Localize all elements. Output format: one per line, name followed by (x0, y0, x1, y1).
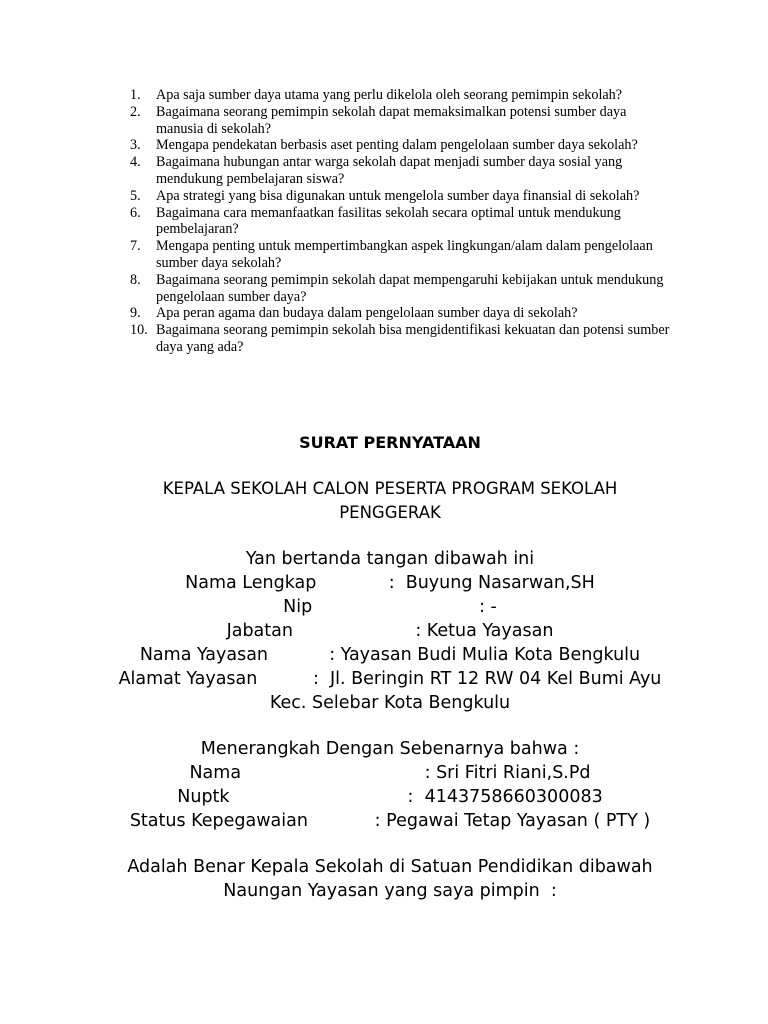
declares-text: Menerangkah Dengan Sebenarnya bahwa : (200, 739, 580, 759)
signer-block (110, 547, 670, 715)
foundation-address-row: Alamat Yayasan : Jl. Beringin RT 12 RW 04 Kel Bumi Ayu (118, 669, 662, 689)
list-item-number: 6. (130, 204, 141, 221)
list-item (130, 322, 670, 356)
list-item (130, 205, 670, 239)
closing-line: Adalah Benar Kepala Sekolah di Satuan Pendidikan dibawah (127, 857, 653, 877)
list-item-number: 7. (130, 238, 141, 255)
list-item (130, 188, 670, 205)
list-item-text: Mengapa pendekatan berbasis aset penting dalam pengelolaan sumber daya sekolah? (156, 137, 638, 154)
question-list (130, 87, 670, 356)
list-item-text: Apa saja sumber daya utama yang perlu dikelola oleh seorang pemimpin sekolah? (156, 87, 623, 103)
list-item (130, 272, 670, 306)
list-item (130, 104, 670, 138)
list-item-text: Bagaimana hubungan antar warga sekolah dapat menjadi sumber daya sosial yang mendukung pembelajaran siswa? (156, 154, 623, 187)
list-item-text: Bagaimana seorang pemimpin sekolah bisa mengidentifikasi kekuatan dan potensi sumber daya yang ada? (156, 322, 670, 355)
list-item-number: 8. (130, 271, 141, 288)
document-title: SURAT PERNYATAAN (299, 433, 481, 452)
list-item-text: Bagaimana cara memanfaatkan fasilitas sekolah secara optimal untuk mendukung pembelajaran? (156, 204, 621, 238)
subtitle-line: PENGGERAK (339, 503, 441, 522)
list-item (130, 154, 670, 188)
list-item-number: 10. (130, 322, 148, 339)
list-item-text: Apa peran agama dan budaya dalam pengelolaan sumber daya di sekolah? (156, 305, 578, 322)
signer-position-row: Jabatan : Ketua Yayasan (226, 621, 554, 641)
subtitle-line: KEPALA SEKOLAH CALON PESERTA PROGRAM SEKOLAH (162, 479, 618, 498)
subject-status-row: Status Kepegawaian : Pegawai Tetap Yayasan ( PTY ) (129, 811, 651, 831)
list-item-text: Apa strategi yang bisa digunakan untuk mengelola sumber daya finansial di sekolah? (156, 187, 640, 204)
statement-section (110, 431, 670, 903)
list-item-number: 9. (130, 305, 141, 322)
list-item (130, 87, 670, 104)
signer-nip-row: Nip : - (283, 597, 497, 617)
list-item-number: 2. (130, 103, 141, 120)
list-item-text: Bagaimana seorang pemimpin sekolah dapat memaksimalkan potensi sumber daya manusia di sekolah? (156, 103, 627, 137)
document-subtitle (110, 477, 670, 525)
list-item-text: Bagaimana seorang pemimpin sekolah dapat mempengaruhi kebijakan untuk mendukung pengelolaan sumber daya? (156, 271, 664, 305)
list-item (130, 238, 670, 272)
list-item (130, 137, 670, 154)
closing-line: Naungan Yayasan yang saya pimpin : (223, 881, 557, 901)
intro-text: Yan bertanda tangan dibawah ini (245, 549, 535, 569)
list-item-number: 5. (130, 187, 141, 204)
list-item-number: 1. (130, 87, 141, 103)
foundation-name-row: Nama Yayasan : Yayasan Budi Mulia Kota Bengkulu (139, 645, 641, 665)
signer-name-row: Nama Lengkap : Buyung Nasarwan,SH (185, 573, 595, 593)
subject-block (110, 737, 670, 833)
foundation-address-row-cont: Kec. Selebar Kota Bengkulu (269, 693, 511, 713)
list-item-number: 3. (130, 137, 141, 154)
list-item-number: 4. (130, 154, 141, 171)
list-item (130, 305, 670, 322)
subject-nuptk-row: Nuptk : 4143758660300083 (177, 787, 603, 807)
subject-name-row: Nama : Sri Fitri Riani,S.Pd (189, 763, 591, 783)
list-item-text: Mengapa penting untuk mempertimbangkan aspek lingkungan/alam dalam pengelolaan sumber daya sekolah? (156, 238, 653, 271)
closing-block (110, 855, 670, 903)
